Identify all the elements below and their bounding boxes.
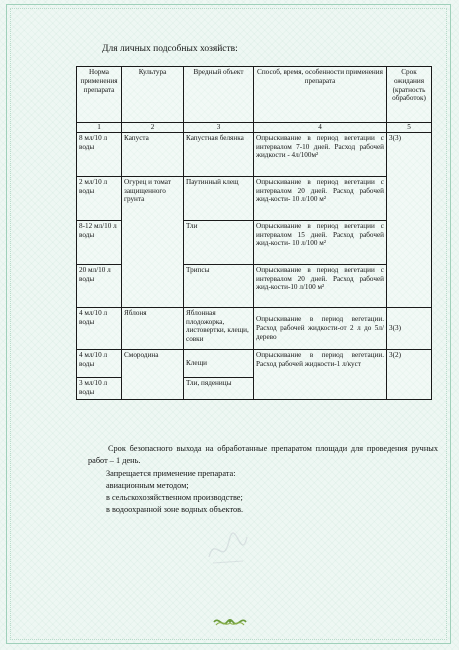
cell-crop: Огурец и томат защищенного грунта xyxy=(122,176,184,307)
column-number: 1 xyxy=(77,123,122,133)
header-pest: Вредный объект xyxy=(184,67,254,123)
table-header-row xyxy=(77,67,432,123)
faint-watermark-icon xyxy=(205,527,251,569)
header-crop: Культура xyxy=(122,67,184,123)
cell-pest: Тли xyxy=(184,220,254,264)
cell-pest: Капустная белянка xyxy=(184,132,254,176)
header-wait: Срок ожидания (кратность обработок) xyxy=(387,67,432,123)
cell-rate: 8-12 мл/10 л воды xyxy=(77,220,122,264)
table-row xyxy=(77,307,432,349)
cell-wait: 3(2) xyxy=(387,349,432,399)
cell-rate: 4 мл/10 л воды xyxy=(77,307,122,349)
table-row xyxy=(77,132,432,176)
cell-rate: 2 мл/10 л воды xyxy=(77,176,122,220)
section-heading: Для личных подсобных хозяйств: xyxy=(102,44,238,54)
cell-method: Опрыскивание в период вегетации. Расход рабочей жидкости-от 2 л до 5л/дерево xyxy=(254,307,387,349)
cell-crop: Яблоня xyxy=(122,307,184,349)
application-table xyxy=(76,66,432,400)
cell-pest: Трипсы xyxy=(184,264,254,307)
column-number: 5 xyxy=(387,123,432,133)
cell-rate: 3 мл/10 л воды xyxy=(77,377,122,399)
cell-method: Опрыскивание в период вегетации с интервалом 20 дней. Расход рабочей жид-кости- 10 л/100 м² xyxy=(254,176,387,220)
cell-crop: Капуста xyxy=(122,132,184,176)
cell-method: Опрыскивание в период вегетации. Расход рабочей жидкости-1 л/куст xyxy=(254,349,387,399)
re-entry-note: Срок безопасного выхода на обработанные препаратом площади для проведения ручных работ – 1 день. xyxy=(88,444,438,466)
table-row xyxy=(77,176,432,220)
cell-pest: Тли, пяденицы xyxy=(184,377,254,399)
cell-rate: 8 мл/10 л воды xyxy=(77,132,122,176)
cell-rate: 4 мл/10 л воды xyxy=(77,349,122,377)
cell-pest: Паутинный клещ xyxy=(184,176,254,220)
cell-pest: Клещи xyxy=(184,349,254,377)
cell-crop: Смородина xyxy=(122,349,184,399)
cell-rate: 20 мл/10 л воды xyxy=(77,264,122,307)
prohibition-title: Запрещается применение препарата: xyxy=(106,469,236,479)
column-number: 3 xyxy=(184,123,254,133)
cell-pest: Яблонная плодожорка, листовертки, клещи, совки xyxy=(184,307,254,349)
column-number: 2 xyxy=(122,123,184,133)
cell-method: Опрыскивание в период вегетации с интервалом 15 дней. Расход рабочей жид-кости- 10 л/100 м² xyxy=(254,220,387,264)
cell-method: Опрыскивание в период вегетации с интервалом 20 дней. Расход рабочей жид-кости-10 л/100 м² xyxy=(254,264,387,307)
prohibition-item: авиационным методом; xyxy=(106,481,189,491)
table-row xyxy=(77,349,432,377)
cell-wait: 3(3) xyxy=(387,307,432,349)
prohibition-item: в сельскохозяйственном производстве; xyxy=(106,493,243,503)
notes-block xyxy=(88,443,438,516)
column-number: 4 xyxy=(254,123,387,133)
ornament-emblem-icon xyxy=(212,615,248,629)
cell-method: Опрыскивание в период вегетации с интервалом 7-10 дней. Расход рабочей жидкости - 4л/100м² xyxy=(254,132,387,176)
cell-wait: 3(3) xyxy=(387,132,432,307)
prohibition-item: в водоохранной зоне водных объектов. xyxy=(106,505,244,515)
column-number-row xyxy=(77,123,432,133)
header-rate: Норма применения препарата xyxy=(77,67,122,123)
header-method: Способ, время, особенности применения препарата xyxy=(254,67,387,123)
